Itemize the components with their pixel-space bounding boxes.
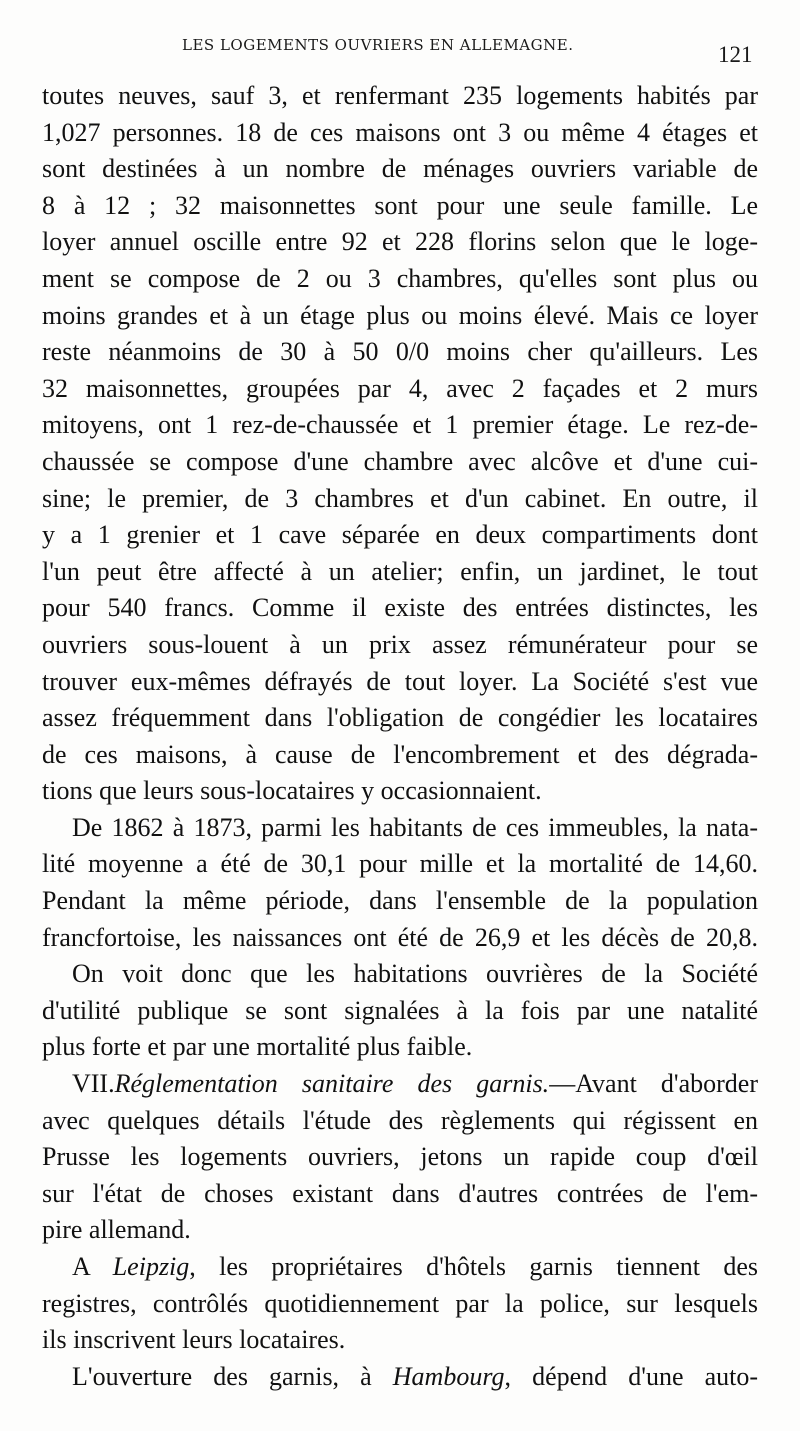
text-line: registres, contrôlés quotidiennement par la police, sur lesquels — [42, 1288, 758, 1318]
text-line: sine; le premier, de 3 chambres et d'un cabinet. En outre, il — [42, 483, 758, 513]
line-rest: , les propriétaires d'hôtels garnis tiennent des — [189, 1252, 758, 1281]
text-line: d'utilité publique se sont signalées à la fois par une natalité — [42, 995, 758, 1025]
text-line: pire allemand. — [42, 1215, 191, 1245]
line-start: A — [72, 1252, 113, 1281]
text-line: avec quelques détails l'étude des règlements qui régissent en — [42, 1105, 758, 1135]
text-line: ouvriers sous-louent à un prix assez rémunérateur pour se — [42, 629, 758, 659]
section-title: Réglementation sanitaire des garnis. — [114, 1069, 550, 1099]
text-line: moins grandes et à un étage plus ou moins élevé. Mais ce loyer — [42, 300, 758, 330]
text-line: de ces maisons, à cause de l'encombrement et des dégrada- — [42, 739, 758, 769]
place-name-hambourg: Hambourg — [392, 1361, 505, 1391]
text-line: tions que leurs sous-locataires y occasionnaient. — [42, 776, 542, 806]
line-start: L'ouverture des garnis, à — [72, 1361, 393, 1391]
place-name-leipzig: Leipzig — [112, 1252, 190, 1281]
text-line — [42, 1359, 758, 1396]
text-line: trouver eux-mêmes défrayés de tout loyer. La Société s'est vue — [42, 666, 758, 696]
section-heading-line — [42, 1066, 758, 1103]
running-head: LES LOGEMENTS OUVRIERS EN ALLEMAGNE. — [182, 36, 574, 54]
body-text — [42, 78, 758, 1395]
text-line: ment se compose de 2 ou 3 chambres, qu'elles sont plus ou — [42, 263, 758, 293]
line-rest: , dépend d'une auto- — [504, 1361, 758, 1391]
text-line: chaussée se compose d'une chambre avec alcôve et d'une cui- — [42, 446, 758, 476]
text-line: De 1862 à 1873, parmi les habitants de ces immeubles, la nata- — [72, 812, 758, 842]
text-line: ils inscrivent leurs locataires. — [42, 1325, 346, 1355]
text-line: francfortoise, les naissances ont été de 26,9 et les décès de 20,8. — [42, 922, 758, 952]
text-line: 32 maisonnettes, groupées par 4, avec 2 façades et 2 murs — [42, 373, 758, 403]
text-line: reste néanmoins de 30 à 50 0/0 moins cher qu'ailleurs. Les — [42, 337, 758, 367]
text-line: mitoyens, ont 1 rez-de-chaussée et 1 premier étage. Le rez-de- — [42, 410, 758, 440]
text-line: lité moyenne a été de 30,1 pour mille et la mortalité de 14,60. — [42, 849, 758, 879]
text-line: 8 à 12 ; 32 maisonnettes sont pour une seule famille. Le — [42, 190, 758, 220]
text-line: pour 540 francs. Comme il existe des entrées distinctes, les — [42, 593, 758, 623]
text-line: loyer annuel oscille entre 92 et 228 florins selon que le loge- — [42, 227, 758, 257]
text-line: 1,027 personnes. 18 de ces maisons ont 3 ou même 4 étages et — [42, 117, 758, 147]
text-line: y a 1 grenier et 1 cave séparée en deux compartiments dont — [42, 520, 758, 550]
text-line: plus forte et par une mortalité plus faible. — [42, 1032, 473, 1062]
text-line: Pendant la même période, dans l'ensemble de la population — [42, 886, 758, 916]
text-line: toutes neuves, sauf 3, et renfermant 235 logements habités par — [42, 81, 758, 110]
page-number: 121 — [718, 42, 753, 67]
text-line: Prusse les logements ouvriers, jetons un rapide coup d'œil — [42, 1142, 758, 1172]
text-line: l'un peut être affecté à un atelier; enfin, un jardinet, le tout — [42, 556, 758, 586]
section-lead: —Avant d'aborder — [549, 1069, 758, 1099]
text-line: sont destinées à un nombre de ménages ouvriers variable de — [42, 154, 758, 184]
text-line: On voit donc que les habitations ouvrières de la Société — [72, 959, 758, 989]
text-line: assez fréquemment dans l'obligation de congédier les locataires — [42, 703, 758, 733]
page-header — [0, 36, 800, 66]
text-line: sur l'état de choses existant dans d'autres contrées de l'em- — [42, 1178, 758, 1208]
section-number: VII. — [72, 1069, 115, 1099]
text-line — [42, 1249, 758, 1286]
